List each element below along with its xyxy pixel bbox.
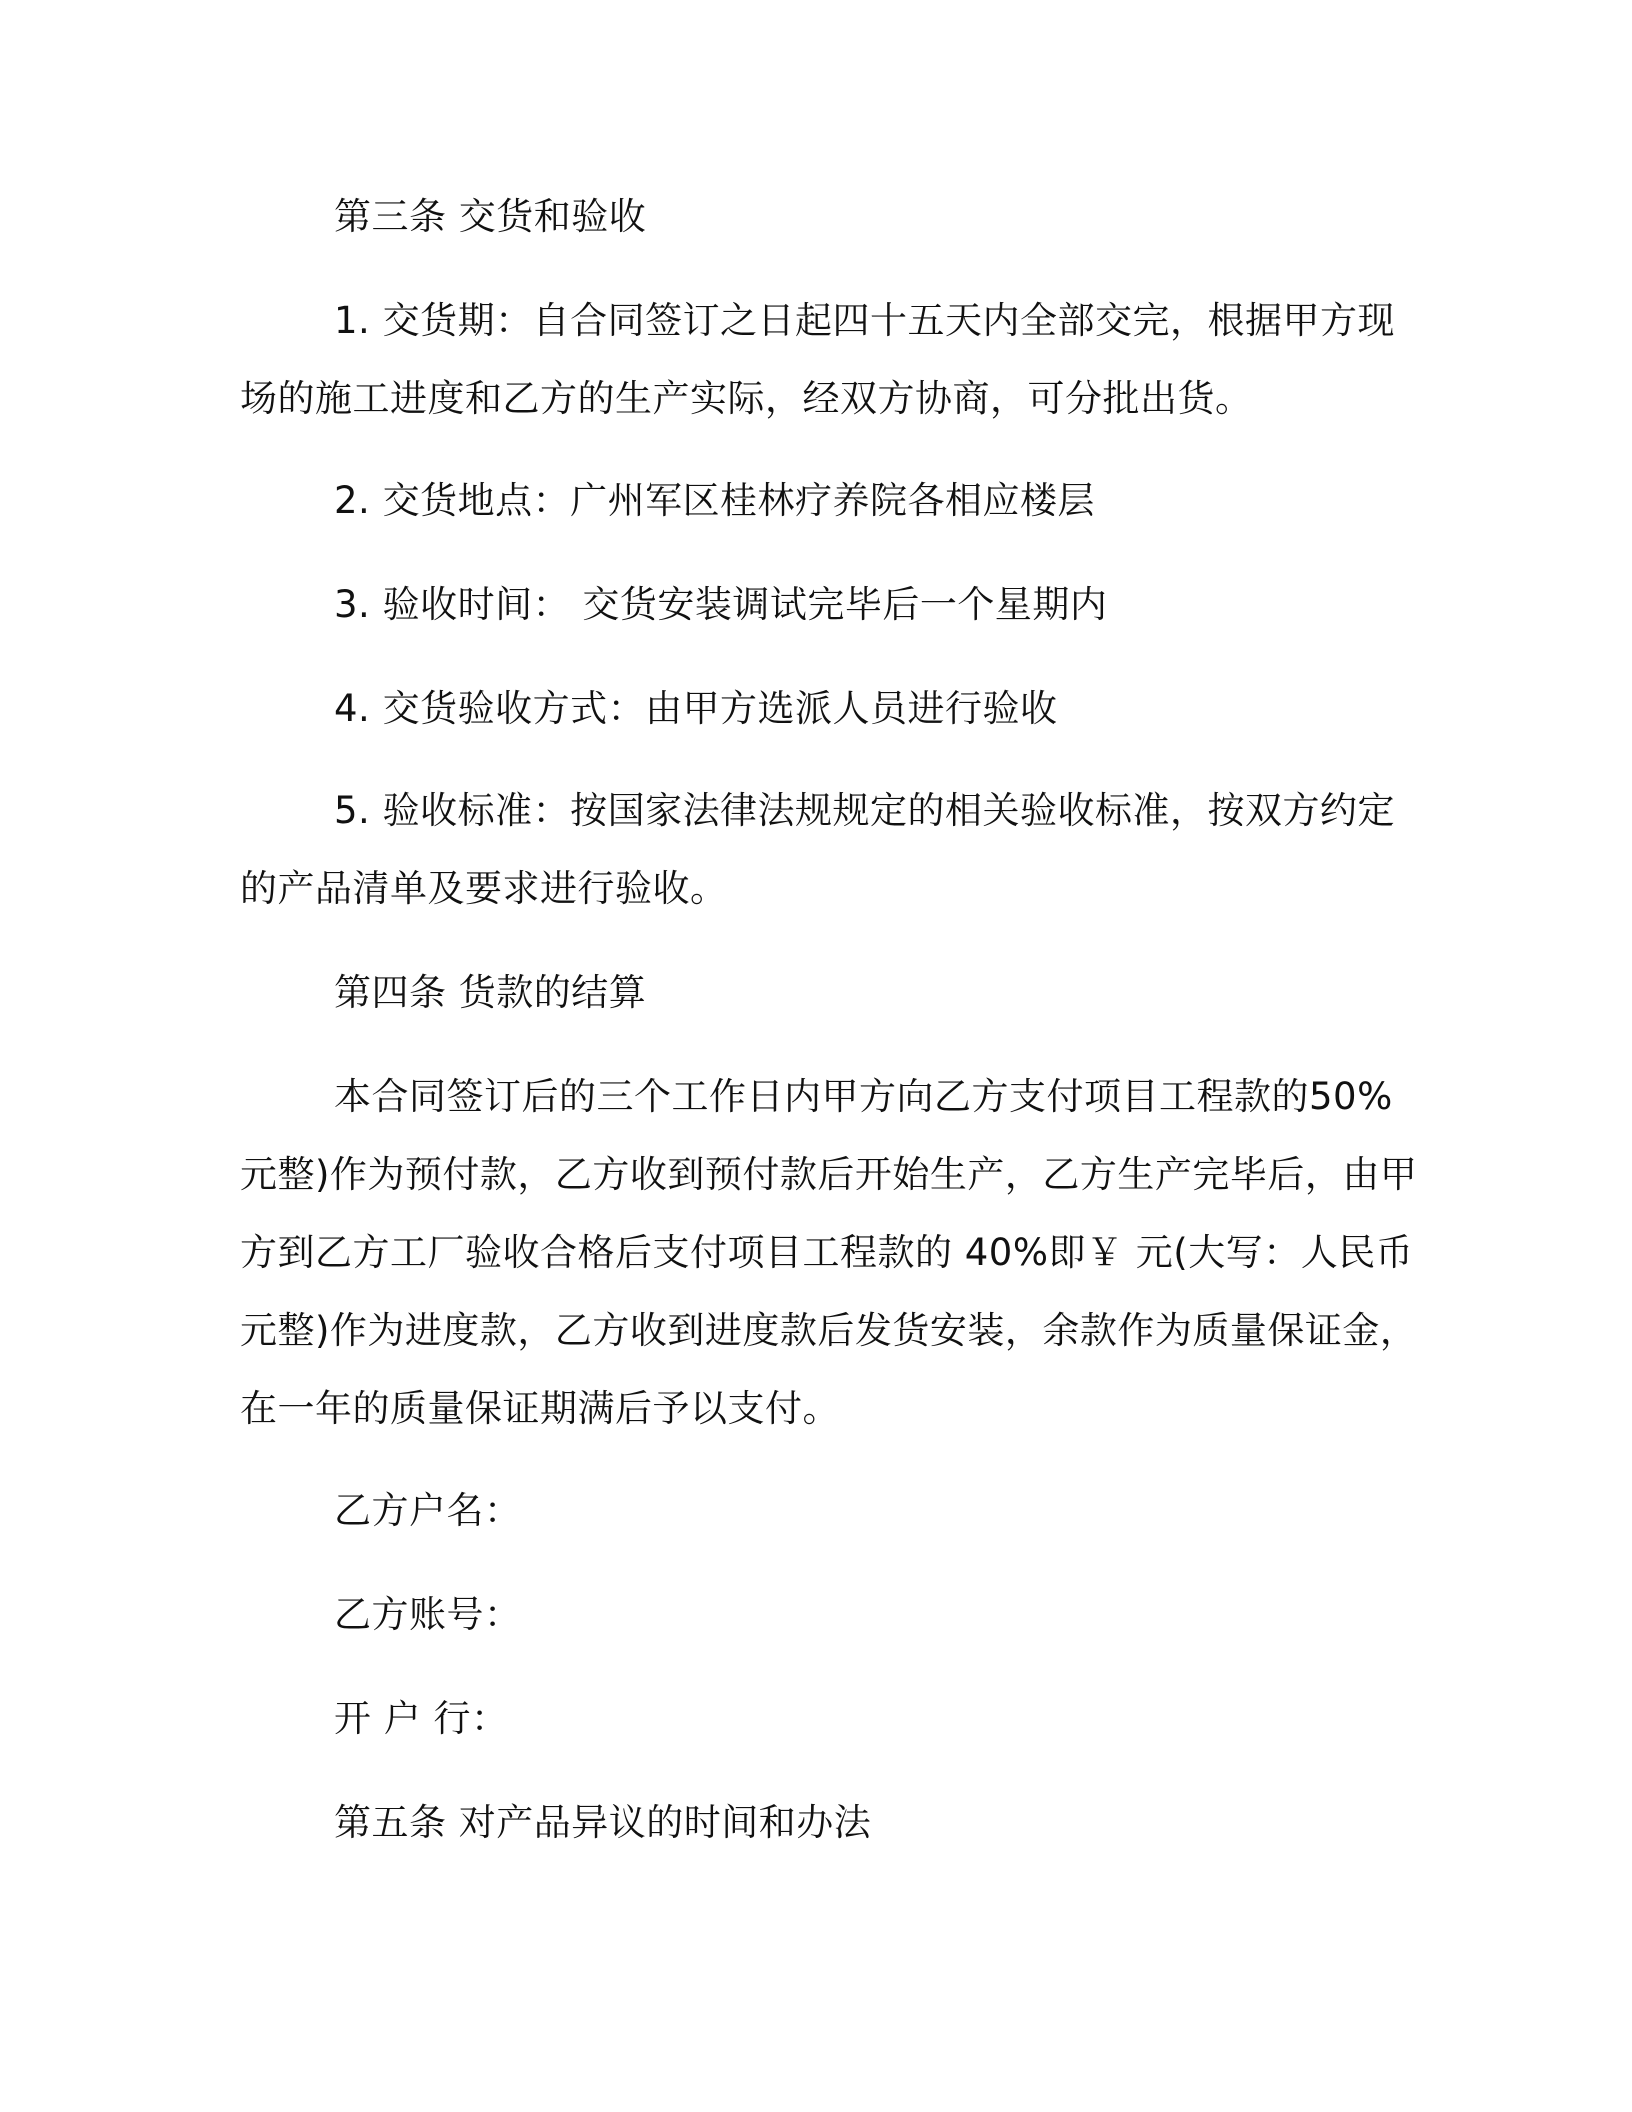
acceptance-standard-item: 5. 验收标准：按国家法律法规规定的相关验收标准，按双方约定的产品清单及要求进行验收。: [240, 789, 1396, 910]
acceptance-method-item: 4. 交货验收方式：由甲方选派人员进行验收: [334, 687, 1058, 730]
account-number-label: 乙方账号：: [334, 1593, 522, 1636]
acceptance-time-item: 3. 验收时间： 交货安装调试完毕后一个星期内: [334, 583, 1108, 626]
bank-label: 开 户 行：: [334, 1697, 509, 1740]
article4-heading: 第四条 货款的结算: [334, 971, 647, 1014]
payment-settlement-body: 本合同签订后的三个工作日内甲方向乙方支付项目工程款的50%元整)作为预付款，乙方收到预付款后开始生产，乙方生产完毕后，由甲方到乙方工厂验收合格后支付项目工程款的 40%即￥ 元(大写：人民币 元整)作为进度款，乙方收到进度款后发货安装，余款作为质量保证金，在一年的质量保证期满后予以支付。: [240, 1075, 1426, 1430]
delivery-period-item: 1. 交货期：自合同签订之日起四十五天内全部交完，根据甲方现场的施工进度和乙方的生产实际，经双方协商，可分批出货。: [240, 299, 1396, 420]
article5-heading: 第五条 对产品异议的时间和办法: [334, 1801, 872, 1844]
article3-heading: 第三条 交货和验收: [334, 195, 647, 238]
delivery-location-item: 2. 交货地点：广州军区桂林疗养院各相应楼层: [334, 479, 1096, 522]
account-name-label: 乙方户名：: [334, 1489, 522, 1532]
